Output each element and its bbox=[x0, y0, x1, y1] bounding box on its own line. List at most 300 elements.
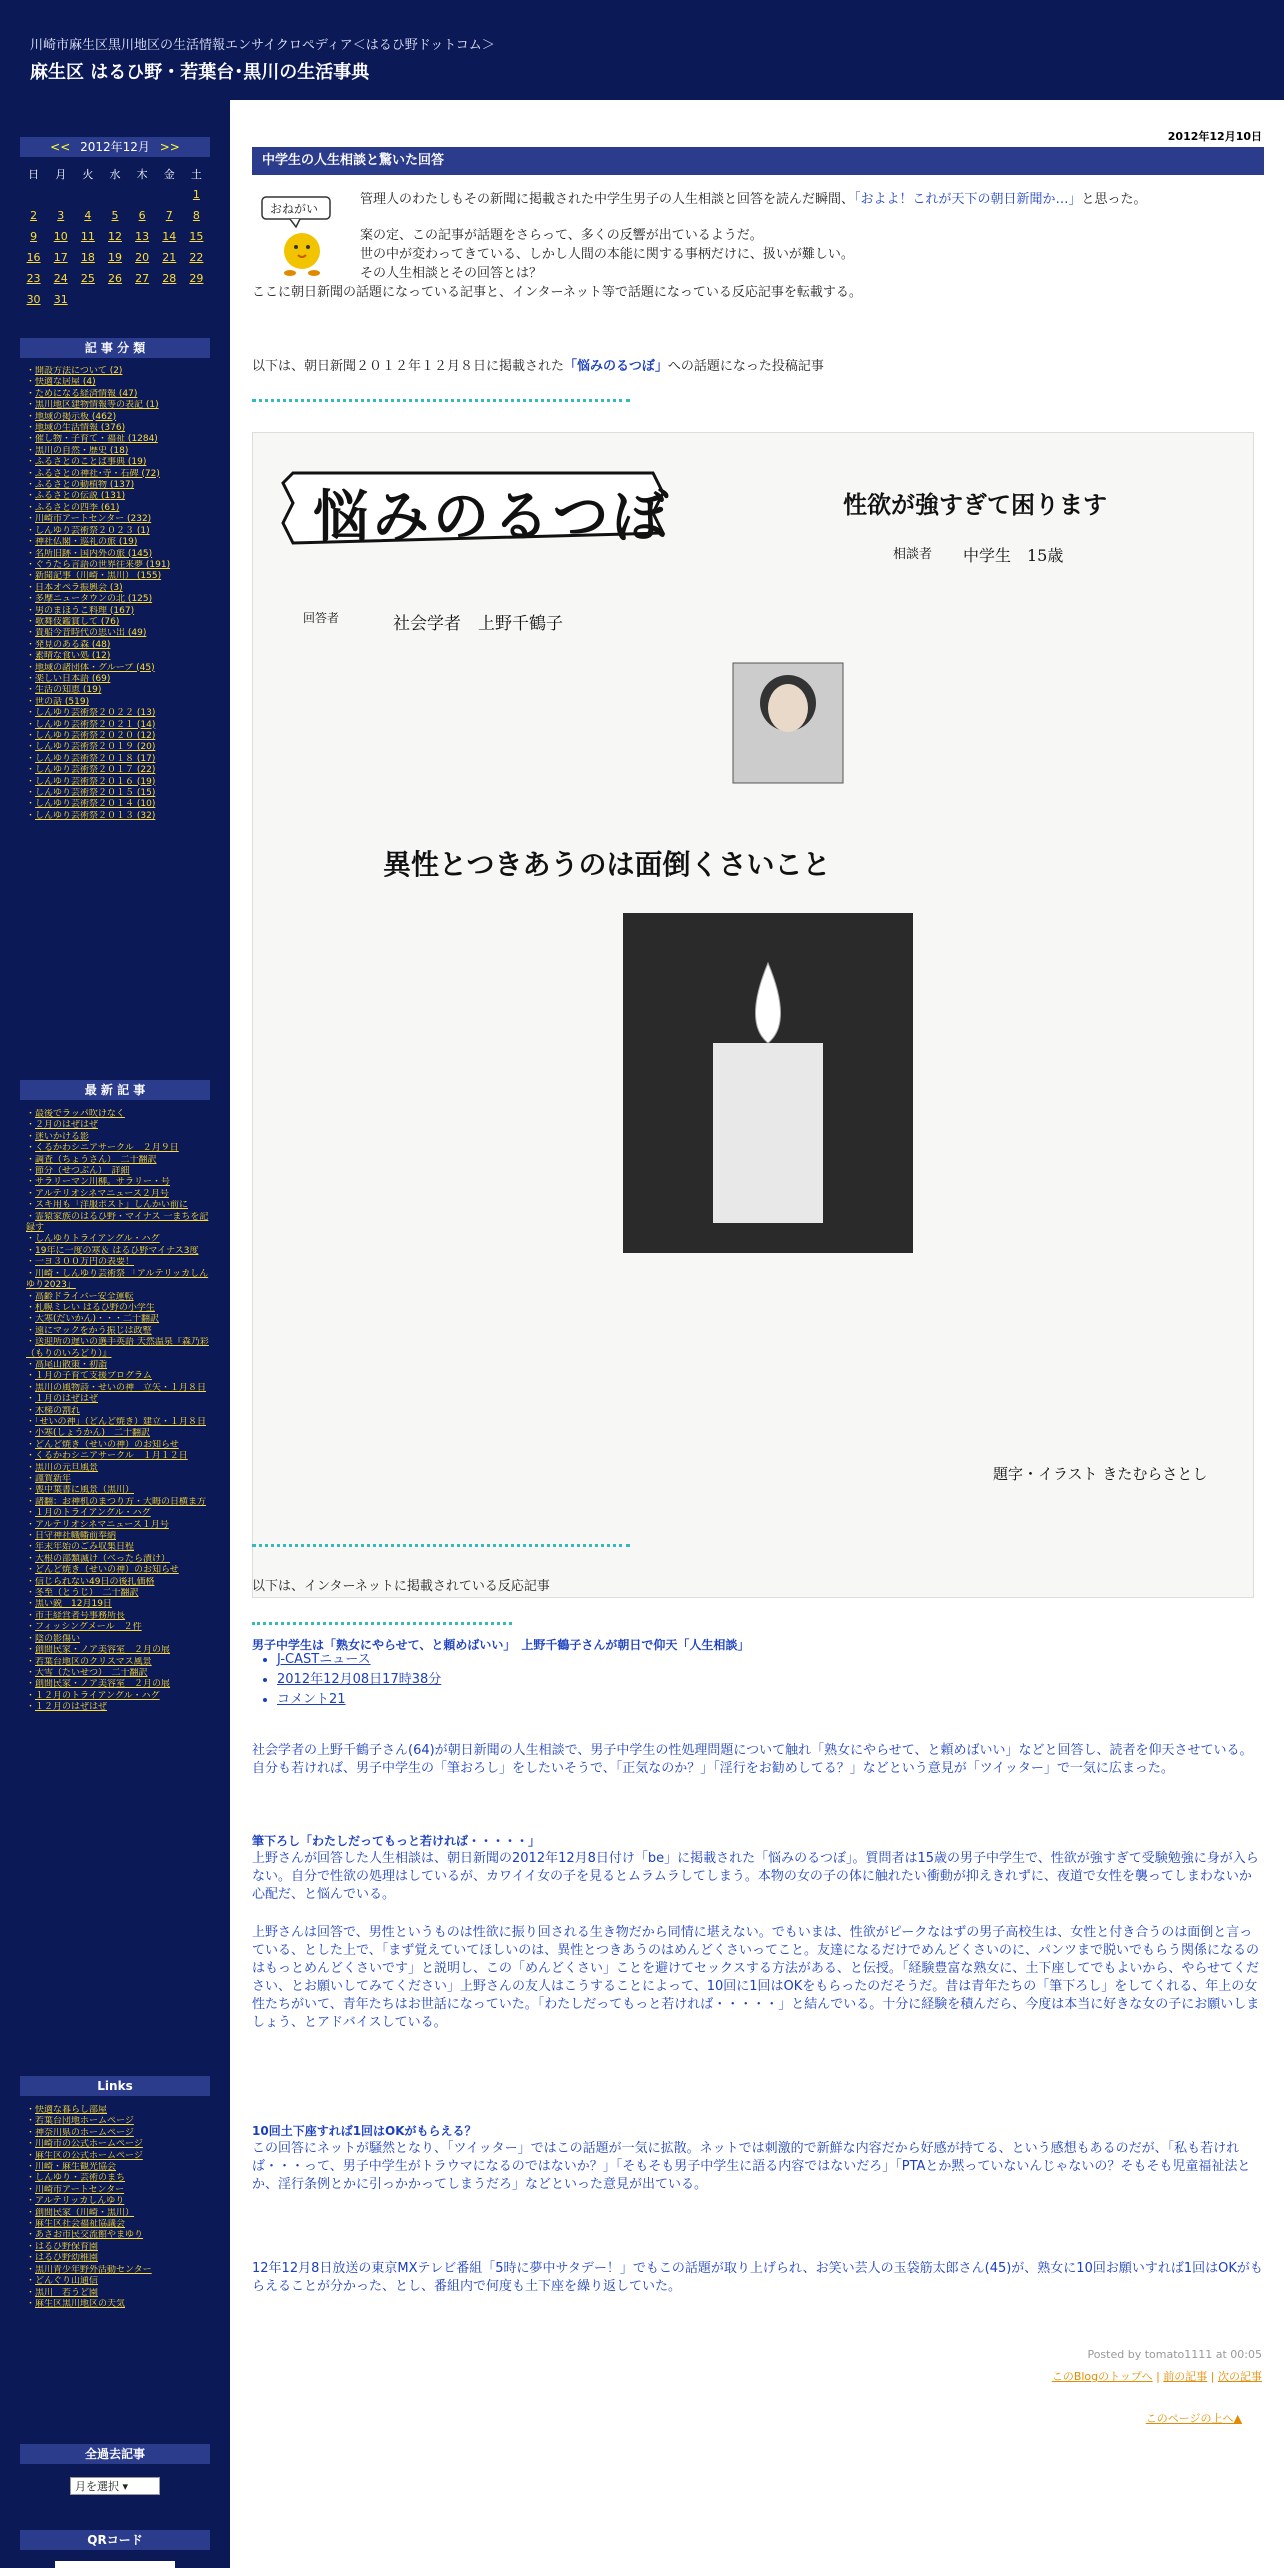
clipping-credit: 題字・イラスト きたむらさとし bbox=[993, 1465, 1208, 1483]
calendar-day[interactable]: 5 bbox=[111, 209, 119, 222]
category-item[interactable] bbox=[26, 765, 212, 776]
category-item-link[interactable]: 開設方法について (2) bbox=[35, 366, 123, 376]
recent-item-link[interactable]: 黒川の元旦風景 bbox=[35, 1462, 99, 1473]
recent-item[interactable] bbox=[26, 1166, 212, 1177]
category-item[interactable] bbox=[26, 514, 212, 525]
recent-item-link[interactable]: アルテリオシネマニュース１月号 bbox=[35, 1519, 169, 1530]
recent-item-link[interactable]: １月の子育て支援プログラム bbox=[35, 1371, 152, 1382]
site-title[interactable]: 麻生区 はるひ野・若葉台･黒川の生活事典 bbox=[30, 62, 370, 83]
recent-item-link[interactable]: 日守神社幟幡前奉納 bbox=[35, 1531, 117, 1542]
clipping-headline: 異性とつきあうのは面倒くさいこと bbox=[383, 848, 831, 881]
category-item[interactable] bbox=[26, 651, 212, 662]
link-item[interactable] bbox=[26, 2208, 212, 2219]
category-item-link[interactable]: 楽しい日本語 (69) bbox=[35, 673, 111, 684]
calendar-day[interactable]: 31 bbox=[53, 293, 68, 306]
link-item[interactable] bbox=[26, 2196, 212, 2207]
category-item[interactable] bbox=[26, 526, 212, 537]
recent-item[interactable] bbox=[26, 1668, 212, 1679]
category-item[interactable] bbox=[26, 799, 212, 810]
recent-item-link[interactable]: １月のはぜはぜ bbox=[35, 1394, 99, 1405]
news-time-link[interactable]: • 2012年12月08日17時38分 bbox=[277, 1670, 441, 1690]
category-item-link[interactable]: しんゆり芸術祭２０１５ (15) bbox=[35, 788, 156, 799]
link-item-link[interactable]: しんゆり・芸術のまち bbox=[35, 2173, 126, 2184]
calendar-day[interactable]: 8 bbox=[192, 209, 200, 222]
recent-item-link[interactable]: 大根の部類滅け（べったら漬け） bbox=[35, 1553, 171, 1564]
calendar-day[interactable]: 4 bbox=[84, 209, 92, 222]
link-item[interactable] bbox=[26, 2299, 212, 2310]
category-item[interactable] bbox=[26, 617, 212, 628]
recent-item-link[interactable]: １２月のはぜはぜ bbox=[35, 1702, 108, 1713]
category-item[interactable] bbox=[26, 742, 212, 753]
category-item[interactable] bbox=[26, 446, 212, 457]
recent-item[interactable] bbox=[26, 1554, 212, 1565]
qr-heading: QRコード bbox=[20, 2530, 210, 2550]
calendar-day[interactable]: 13 bbox=[135, 230, 150, 243]
calendar-day[interactable]: 22 bbox=[189, 251, 204, 264]
link-item[interactable] bbox=[26, 2219, 212, 2230]
recent-item[interactable] bbox=[26, 1371, 212, 1382]
link-item-link[interactable]: はるひ野保育園 bbox=[35, 2241, 99, 2252]
recent-item-link[interactable]: 信じられない49日の後扎価格 bbox=[35, 1576, 155, 1587]
calendar-day[interactable]: 14 bbox=[162, 230, 177, 243]
recent-item-link[interactable]: 節分（せつぶん） 詳細 bbox=[35, 1166, 130, 1177]
recent-item[interactable] bbox=[26, 1269, 212, 1292]
category-item[interactable] bbox=[26, 469, 212, 480]
recent-item-link[interactable]: 霊猿家族のはるひ野・マイナス 一まちを記録す bbox=[26, 1211, 209, 1234]
recent-item[interactable] bbox=[26, 1474, 212, 1485]
news-meta-list bbox=[252, 1650, 441, 1710]
calendar-day[interactable]: 24 bbox=[53, 272, 68, 285]
category-item[interactable] bbox=[26, 754, 212, 765]
blog-top-link[interactable]: このBlogのトップへ bbox=[1051, 2370, 1153, 2383]
link-item[interactable] bbox=[26, 2139, 212, 2150]
news-paragraph-1: 社会学者の上野千鶴子さん(64)が朝日新聞の人生相談で、男子中学生の性処理問題について触れ「熟女にやらせて、と頼めばいい」などと回答し、読者を仰天させている。自分も若ければ、男子中学生の「筆おろし」をしたいそうで、「正気なのか？」「淫行をお勧めしてる？」などという意見が「ツイッター」で一気に広まった。 bbox=[252, 1743, 1253, 1776]
category-item[interactable] bbox=[26, 720, 212, 731]
category-item-link[interactable]: ふるさとの四季 (61) bbox=[35, 502, 120, 513]
category-item-link[interactable]: 多摩ニュータウンの北 (125) bbox=[35, 594, 153, 605]
calendar-day[interactable]: 19 bbox=[107, 251, 122, 264]
category-item-link[interactable]: 生活の知恵 (19) bbox=[35, 685, 102, 696]
calendar-day[interactable]: 26 bbox=[107, 272, 122, 285]
page-top-link[interactable]: このページの上へ▲ bbox=[1145, 2412, 1242, 2425]
recent-item-link[interactable]: 創間民家・ノア美容室 ２月の展 bbox=[35, 1679, 171, 1690]
recent-item[interactable] bbox=[26, 1542, 212, 1553]
recent-item[interactable] bbox=[26, 1634, 212, 1645]
recent-item-link[interactable]: 創間民家・ノア美容室 ２月の展 bbox=[35, 1645, 171, 1656]
link-item-link[interactable]: 麻生区社会福祉協議会 bbox=[35, 2219, 126, 2230]
recent-item[interactable] bbox=[26, 1383, 212, 1394]
clipping-asker-tag: 相談者 bbox=[893, 547, 933, 562]
category-item-link[interactable]: しんゆり芸術祭２０１７ (22) bbox=[35, 765, 156, 776]
category-item[interactable] bbox=[26, 389, 212, 400]
dotted-divider bbox=[252, 399, 630, 406]
category-item[interactable] bbox=[26, 685, 212, 696]
recent-item[interactable] bbox=[26, 1577, 212, 1588]
link-item[interactable] bbox=[26, 2105, 212, 2116]
recent-item-link[interactable]: くるかわシニアサークル １月１２日 bbox=[35, 1451, 188, 1462]
category-item[interactable] bbox=[26, 788, 212, 799]
category-item-link[interactable]: 地域の諸団体・グループ (45) bbox=[35, 662, 155, 673]
weekday: 日 bbox=[28, 167, 40, 181]
badge-label: おねがい bbox=[270, 202, 319, 216]
recent-item-link[interactable]: 札幌ミレい はるひ野の小学生 bbox=[35, 1302, 155, 1313]
recent-item-link[interactable]: 高尾山散策・初詣 bbox=[35, 1359, 108, 1370]
link-item[interactable] bbox=[26, 2242, 212, 2253]
recent-item-link[interactable]: １２月のトライアングル・ハグ bbox=[35, 1690, 160, 1701]
calendar-day[interactable]: 30 bbox=[26, 293, 41, 306]
recent-item-link[interactable]: 黒い鋭 12月19日 bbox=[35, 1599, 112, 1610]
category-item-link[interactable]: 世の話 (519) bbox=[35, 696, 90, 707]
recent-item-link[interactable]: 黒川の風物詩・せいの神 立矢・１月８日 bbox=[35, 1382, 207, 1393]
category-item-link[interactable]: 地域の生活情報 (376) bbox=[35, 423, 126, 434]
category-item-link[interactable]: 新聞記事（川崎・黒川） (155) bbox=[35, 571, 162, 582]
recent-item[interactable] bbox=[26, 1691, 212, 1702]
calendar-day[interactable]: 15 bbox=[189, 230, 204, 243]
recent-item[interactable] bbox=[26, 1246, 212, 1257]
recent-item-link[interactable]: 最後でラッパ吹けなく bbox=[35, 1109, 125, 1119]
recent-item[interactable] bbox=[26, 1109, 212, 1120]
newspaper-clipping-image bbox=[252, 432, 1254, 1598]
category-item-link[interactable]: しんゆり芸術祭２０２０ (12) bbox=[35, 731, 156, 741]
calendar-day[interactable]: 2 bbox=[30, 209, 38, 222]
recent-item-link[interactable]: 遠にマックをかう振じは政整 bbox=[35, 1325, 152, 1336]
category-item-link[interactable]: しんゆり芸術祭２０１３ (32) bbox=[35, 810, 156, 821]
recent-item[interactable] bbox=[26, 1531, 212, 1542]
category-item[interactable] bbox=[26, 594, 212, 605]
clipping-answerer: 社会学者 上野千鶴子 bbox=[393, 614, 563, 634]
recent-item-link[interactable]: 諸翻：お神机のまつり方・大晦の日横ま方 bbox=[35, 1496, 207, 1507]
calendar-prev-link[interactable]: << bbox=[50, 140, 71, 154]
category-item-link[interactable]: しんゆり芸術祭２０２１ (14) bbox=[35, 719, 156, 730]
recent-item[interactable] bbox=[26, 1234, 212, 1245]
category-item[interactable] bbox=[26, 640, 212, 651]
category-item[interactable] bbox=[26, 674, 212, 685]
recent-item-link[interactable]: 若葉台地区のクリスマス風景 bbox=[35, 1656, 152, 1667]
category-item-link[interactable]: しんゆり芸術祭２０１４ (10) bbox=[35, 799, 156, 810]
link-item[interactable] bbox=[26, 2116, 212, 2127]
calendar-day[interactable]: 20 bbox=[135, 251, 150, 264]
recent-item-link[interactable]: １月のトライアングル・ハグ bbox=[35, 1508, 151, 1519]
archive-select-value: 月を選択 bbox=[75, 2480, 119, 2493]
link-item-link[interactable]: 麻生区黒川地区の天気 bbox=[35, 2298, 126, 2309]
news-comment-link[interactable]: • コメント21 bbox=[277, 1690, 441, 1710]
recent-item[interactable] bbox=[26, 1520, 212, 1531]
category-item-link[interactable]: 名所旧跡・国内外の旅 (145) bbox=[35, 548, 153, 559]
site-subtitle[interactable]: 川崎市麻生区黒川地区の生活情報エンサイクロペディア＜はるひ野ドットコム＞ bbox=[30, 38, 495, 53]
recent-item[interactable] bbox=[26, 1212, 212, 1235]
calendar-day[interactable]: 18 bbox=[80, 251, 95, 264]
calendar-day[interactable]: 7 bbox=[165, 209, 173, 222]
category-item[interactable] bbox=[26, 480, 212, 491]
link-item[interactable] bbox=[26, 2151, 212, 2162]
link-item-link[interactable]: 黒川 若うど園 bbox=[35, 2287, 99, 2298]
lead2-paragraph: 以下は、インターネットに掲載されている反応記事 bbox=[252, 1579, 550, 1594]
recent-item[interactable] bbox=[26, 1508, 212, 1519]
category-item[interactable] bbox=[26, 606, 212, 617]
link-item[interactable] bbox=[26, 2185, 212, 2196]
link-item[interactable] bbox=[26, 2162, 212, 2173]
recent-item-link[interactable]: 陰の影傷い bbox=[35, 1633, 81, 1644]
link-item-link[interactable]: あさお市民交流館やまゆり bbox=[35, 2230, 144, 2241]
clipping-asker: 中学生 15歳 bbox=[963, 546, 1064, 565]
calendar-day[interactable]: 25 bbox=[80, 272, 95, 285]
category-item[interactable] bbox=[26, 491, 212, 502]
category-item-link[interactable]: 地域の掲示板 (462) bbox=[35, 411, 117, 422]
recent-item-link[interactable]: 市王経営者号事務所長 bbox=[35, 1610, 126, 1621]
post-date: 2012年12月10日 bbox=[1167, 130, 1262, 143]
link-item[interactable] bbox=[26, 2173, 212, 2184]
category-item-link[interactable]: 催し物・子育て・福祉 (1284) bbox=[35, 434, 158, 445]
recent-item-link[interactable]: 喪中葉書に風景（黒川） bbox=[35, 1485, 135, 1496]
calendar-day[interactable]: 17 bbox=[53, 251, 68, 264]
post-nav: このBlogのトップへ | 前の記事 | 次の記事 bbox=[1051, 2370, 1262, 2383]
recent-item[interactable] bbox=[26, 1132, 212, 1143]
recent-item[interactable] bbox=[26, 1428, 212, 1439]
link-item-link[interactable]: どんぐり山通信 bbox=[35, 2276, 99, 2287]
recent-item[interactable] bbox=[26, 1565, 212, 1576]
recent-item[interactable] bbox=[26, 1485, 212, 1496]
intro-quote: 「およよ！これが天下の朝日新聞か…」 bbox=[854, 192, 1082, 207]
recent-item[interactable] bbox=[26, 1440, 212, 1451]
category-item-link[interactable]: しんゆり芸術祭２０１６ (19) bbox=[35, 776, 156, 787]
link-item-link[interactable]: 川崎・麻生観光協会 bbox=[35, 2162, 117, 2173]
link-item-link[interactable]: 黒川青少年野外活動センター bbox=[35, 2264, 152, 2275]
category-item-link[interactable]: 神社仏閣・巡礼の旅 (19) bbox=[35, 537, 138, 548]
recent-item-link[interactable]: 冬至（とうじ） 二十翻訳 bbox=[35, 1588, 139, 1599]
category-item[interactable] bbox=[26, 628, 212, 639]
recent-item-link[interactable]: 小寒(しょうかん) 二十翻訳 bbox=[35, 1428, 151, 1439]
category-item[interactable] bbox=[26, 697, 212, 708]
recent-item[interactable] bbox=[26, 1189, 212, 1200]
recent-item-link[interactable]: ２月のはぜはぜ bbox=[35, 1120, 99, 1131]
clipping-answer-tag: 回答者 bbox=[303, 611, 340, 625]
category-item-link[interactable]: 黒川地区建物情報等の表記 (1) bbox=[35, 400, 159, 411]
category-item-link[interactable]: ふるさとの動植物 (137) bbox=[35, 480, 135, 491]
recent-item[interactable] bbox=[26, 1200, 212, 1211]
category-item[interactable] bbox=[26, 434, 212, 445]
recent-item-link[interactable]: 19年に一度の寒＆ はるひ野マイナス3度 bbox=[35, 1245, 199, 1256]
recent-item[interactable] bbox=[26, 1177, 212, 1188]
recent-item-link[interactable]: 送迎所の遅いの選手英語 天然温泉『森乃彩（もりのいろどり）』 bbox=[26, 1337, 209, 1359]
category-item[interactable] bbox=[26, 731, 212, 742]
recent-item[interactable] bbox=[26, 1622, 212, 1633]
recent-item-link[interactable]: サラリーマン川柳。サラリー・号 bbox=[35, 1177, 171, 1188]
intro-text: と思った。 bbox=[1081, 192, 1147, 207]
archive-month-select[interactable]: 月を選択 ▾ bbox=[70, 2477, 160, 2495]
calendar-day[interactable]: 27 bbox=[135, 272, 150, 285]
category-item-link[interactable]: ふるさとの伝説 (131) bbox=[35, 491, 126, 502]
intro-text: 管理人のわたしもその新聞に掲載された中学生男子の人生相談と回答を読んだ瞬間、 bbox=[360, 192, 855, 207]
site-header bbox=[0, 0, 1284, 100]
category-item-link[interactable]: 貴船今昔時代の思い出 (49) bbox=[35, 628, 147, 639]
category-list bbox=[26, 366, 212, 822]
recent-item-link[interactable]: 一ヨ３００万円の表要！ bbox=[35, 1257, 135, 1268]
intro-line-4: その人生相談とその回答とは？ bbox=[360, 266, 543, 281]
category-item-link[interactable]: しんゆり芸術祭２０１９ (20) bbox=[35, 742, 156, 753]
recent-item[interactable] bbox=[26, 1406, 212, 1417]
link-item-link[interactable]: 快適な暮らし部屋 bbox=[35, 2105, 108, 2115]
recent-item[interactable] bbox=[26, 1645, 212, 1656]
category-item-link[interactable]: 発見のある森 (48) bbox=[35, 639, 111, 650]
onegai-mascot bbox=[260, 193, 342, 279]
recent-item-link[interactable]: 川崎・しんゆり芸術祭 「アルテリッカしんゆり2023」 bbox=[26, 1268, 209, 1291]
recent-item-link[interactable]: フィッシングメール ２件 bbox=[35, 1622, 142, 1633]
recent-item-link[interactable]: 迷いかける影 bbox=[35, 1131, 90, 1142]
recent-item[interactable] bbox=[26, 1314, 212, 1325]
recent-item-link[interactable]: 調査（ちょうさん） 二十翻訳 bbox=[35, 1154, 157, 1165]
recent-item[interactable] bbox=[26, 1257, 212, 1268]
recent-item[interactable] bbox=[26, 1326, 212, 1337]
recent-item[interactable] bbox=[26, 1394, 212, 1405]
calendar-day[interactable]: 3 bbox=[57, 209, 65, 222]
calendar-day[interactable]: 9 bbox=[30, 230, 38, 243]
category-item[interactable] bbox=[26, 811, 212, 822]
category-item-link[interactable]: 川崎市アートセンター (232) bbox=[35, 514, 152, 525]
recent-item-link[interactable]: 「せいの神」（どんど焼き）建立・１月８日 bbox=[35, 1416, 207, 1427]
category-item[interactable] bbox=[26, 366, 212, 377]
category-item[interactable] bbox=[26, 537, 212, 548]
category-item[interactable] bbox=[26, 457, 212, 468]
link-item-link[interactable]: 麻生区の公式ホームページ bbox=[35, 2150, 143, 2161]
recent-item[interactable] bbox=[26, 1657, 212, 1668]
calendar-day[interactable]: 29 bbox=[189, 272, 204, 285]
recent-item-link[interactable]: くるかわシニアサークル ２月９日 bbox=[35, 1143, 179, 1154]
calendar-day[interactable]: 16 bbox=[26, 251, 41, 264]
category-item[interactable] bbox=[26, 708, 212, 719]
link-item[interactable] bbox=[26, 2265, 212, 2276]
calendar-day[interactable]: 6 bbox=[138, 209, 146, 222]
prev-post-link[interactable]: 前の記事 bbox=[1163, 2370, 1208, 2383]
recent-item-link[interactable]: どんど焼き（せいの神）のお知らせ bbox=[35, 1439, 179, 1450]
recent-item[interactable] bbox=[26, 1611, 212, 1622]
lead-text: 以下は、朝日新聞２０１２年１２月８日に掲載された bbox=[252, 359, 565, 374]
link-item[interactable] bbox=[26, 2288, 212, 2299]
category-item[interactable] bbox=[26, 571, 212, 582]
category-item-link[interactable]: 黒川の自然・歴史 (18) bbox=[35, 445, 129, 456]
recent-item-link[interactable]: 年末年始のごみ収集日程 bbox=[35, 1542, 135, 1553]
recent-item-link[interactable]: 木梯の割れ bbox=[35, 1405, 81, 1416]
recent-item[interactable] bbox=[26, 1120, 212, 1131]
post-title: 中学生の人生相談と驚いた回答 bbox=[252, 147, 1264, 175]
category-item-link[interactable]: 素晴な食い処 (12) bbox=[35, 651, 111, 662]
news-paragraph-5: 12年12月8日放送の東京MXテレビ番組「5時に夢中サタデー！」でもこの話題が取り上げられ、お笑い芸人の玉袋筋太郎さん(45)が、熟女に10回お願いすれば1回はOKがもらえることが分かった、とし、番組内で何度も土下座を繰り返していた。 bbox=[252, 2261, 1263, 2294]
recent-item[interactable] bbox=[26, 1679, 212, 1690]
recent-item[interactable] bbox=[26, 1303, 212, 1314]
link-item[interactable] bbox=[26, 2276, 212, 2287]
recent-item[interactable] bbox=[26, 1463, 212, 1474]
recent-item[interactable] bbox=[26, 1360, 212, 1371]
clipping-column-title: 悩みのるつぼ bbox=[313, 484, 673, 550]
lead-text: への話題になった投稿記事 bbox=[667, 359, 824, 374]
calendar-day[interactable]: 12 bbox=[107, 230, 122, 243]
recent-item[interactable] bbox=[26, 1599, 212, 1610]
weekday: 月 bbox=[55, 167, 67, 181]
category-item-link[interactable]: 男のまほうこ料理 (167) bbox=[35, 605, 135, 616]
intro-line-1 bbox=[360, 191, 1260, 209]
dotted-divider bbox=[252, 1544, 630, 1551]
news-source-link[interactable]: • J-CASTニュース bbox=[277, 1650, 441, 1670]
category-item[interactable] bbox=[26, 663, 212, 674]
recent-item-link[interactable]: どんど焼き（せいの神）のお知らせ bbox=[35, 1565, 179, 1576]
news-title: 男子中学生は「熟女にやらせて、と頼めばいい」 上野千鶴子さんが朝日で仰天「人生相談」 bbox=[252, 1638, 750, 1652]
link-item[interactable] bbox=[26, 2253, 212, 2264]
recent-item[interactable] bbox=[26, 1292, 212, 1303]
category-item[interactable] bbox=[26, 377, 212, 388]
calendar bbox=[20, 137, 210, 310]
link-item-link[interactable]: アルテリッカしんゆり bbox=[35, 2196, 125, 2207]
category-item-link[interactable]: ぐうたら言語の世界往来夢 (191) bbox=[35, 559, 171, 570]
calendar-day[interactable]: 23 bbox=[26, 272, 41, 285]
category-item[interactable] bbox=[26, 503, 212, 514]
main-content bbox=[230, 100, 1284, 2568]
category-item[interactable] bbox=[26, 549, 212, 560]
recent-item[interactable] bbox=[26, 1497, 212, 1508]
category-item-link[interactable]: しんゆり芸術祭２０２２ (13) bbox=[35, 708, 156, 719]
link-item-link[interactable]: 川崎市アートセンター bbox=[35, 2184, 125, 2195]
posted-by: Posted by tomato1111 at 00:05 bbox=[1087, 2348, 1262, 2361]
category-item[interactable] bbox=[26, 560, 212, 571]
recent-item[interactable] bbox=[26, 1451, 212, 1462]
recent-item-link[interactable]: アルテリオシネマニュース２月号 bbox=[35, 1188, 169, 1199]
recent-item[interactable] bbox=[26, 1588, 212, 1599]
recent-list bbox=[26, 1109, 212, 1714]
category-item[interactable] bbox=[26, 777, 212, 788]
category-item-link[interactable]: しんゆり芸術祭２０２３ (1) bbox=[35, 525, 150, 536]
calendar-day[interactable]: 10 bbox=[53, 230, 68, 243]
category-item[interactable] bbox=[26, 412, 212, 423]
links-heading: Links bbox=[20, 2076, 210, 2096]
link-item[interactable] bbox=[26, 2230, 212, 2241]
link-item[interactable] bbox=[26, 2128, 212, 2139]
category-item-link[interactable]: 日本オペラ振興会 (3) bbox=[35, 582, 123, 593]
category-item[interactable] bbox=[26, 583, 212, 594]
recent-item-link[interactable]: 高齢ドライバー安全運転 bbox=[35, 1291, 134, 1302]
recent-item[interactable] bbox=[26, 1417, 212, 1428]
recent-item[interactable] bbox=[26, 1702, 212, 1713]
recent-item-link[interactable]: 大雪（たいせつ） 二十翻訳 bbox=[35, 1667, 148, 1678]
calendar-day[interactable]: 21 bbox=[162, 251, 177, 264]
calendar-next-link[interactable]: >> bbox=[159, 140, 180, 154]
calendar-day[interactable]: 28 bbox=[162, 272, 177, 285]
link-item-link[interactable]: 神奈川県のホームページ bbox=[35, 2127, 134, 2138]
recent-item-link[interactable]: 謹賀新年 bbox=[35, 1474, 72, 1484]
recent-item[interactable] bbox=[26, 1337, 212, 1360]
link-item-link[interactable]: 創間民家（川崎・黒川） bbox=[35, 2207, 135, 2218]
recent-item-link[interactable]: しんゆりトライアングル・ハグ bbox=[35, 1234, 160, 1245]
category-item-link[interactable]: しんゆり芸術祭２０１８ (17) bbox=[35, 753, 156, 764]
next-post-link[interactable]: 次の記事 bbox=[1218, 2370, 1262, 2383]
link-item-link[interactable]: 川崎市の公式ホームページ bbox=[35, 2139, 143, 2150]
clipping-question-title: 性欲が強すぎて困ります bbox=[843, 490, 1107, 519]
calendar-day[interactable]: 11 bbox=[80, 230, 95, 243]
category-item-link[interactable]: ためになる経済情報 (47) bbox=[35, 388, 138, 399]
category-item-link[interactable]: ふるさとの神社･寺・石碑 (72) bbox=[35, 468, 160, 479]
recent-item[interactable] bbox=[26, 1143, 212, 1154]
calendar-day[interactable]: 1 bbox=[192, 188, 200, 201]
weekday: 木 bbox=[136, 167, 148, 181]
calendar-grid bbox=[20, 163, 210, 310]
category-item[interactable] bbox=[26, 423, 212, 434]
category-item-link[interactable]: 快適な居屋 (4) bbox=[35, 377, 96, 388]
category-item-link[interactable]: ふるさとのことば事典 (19) bbox=[35, 457, 147, 468]
category-item[interactable] bbox=[26, 400, 212, 411]
link-item-link[interactable]: はるひ野幼稚園 bbox=[35, 2253, 99, 2264]
recent-item-link[interactable]: スキ用も「洋服ポスト」しんかい前に bbox=[35, 1200, 189, 1211]
link-item-link[interactable]: 若葉台団地ホームページ bbox=[35, 2116, 134, 2127]
category-item-link[interactable]: 歌舞伎鑑賞して (76) bbox=[35, 616, 120, 627]
recent-item-link[interactable]: 大寒(だいかん)・・・二十翻訳 bbox=[35, 1314, 160, 1325]
recent-item[interactable] bbox=[26, 1155, 212, 1166]
